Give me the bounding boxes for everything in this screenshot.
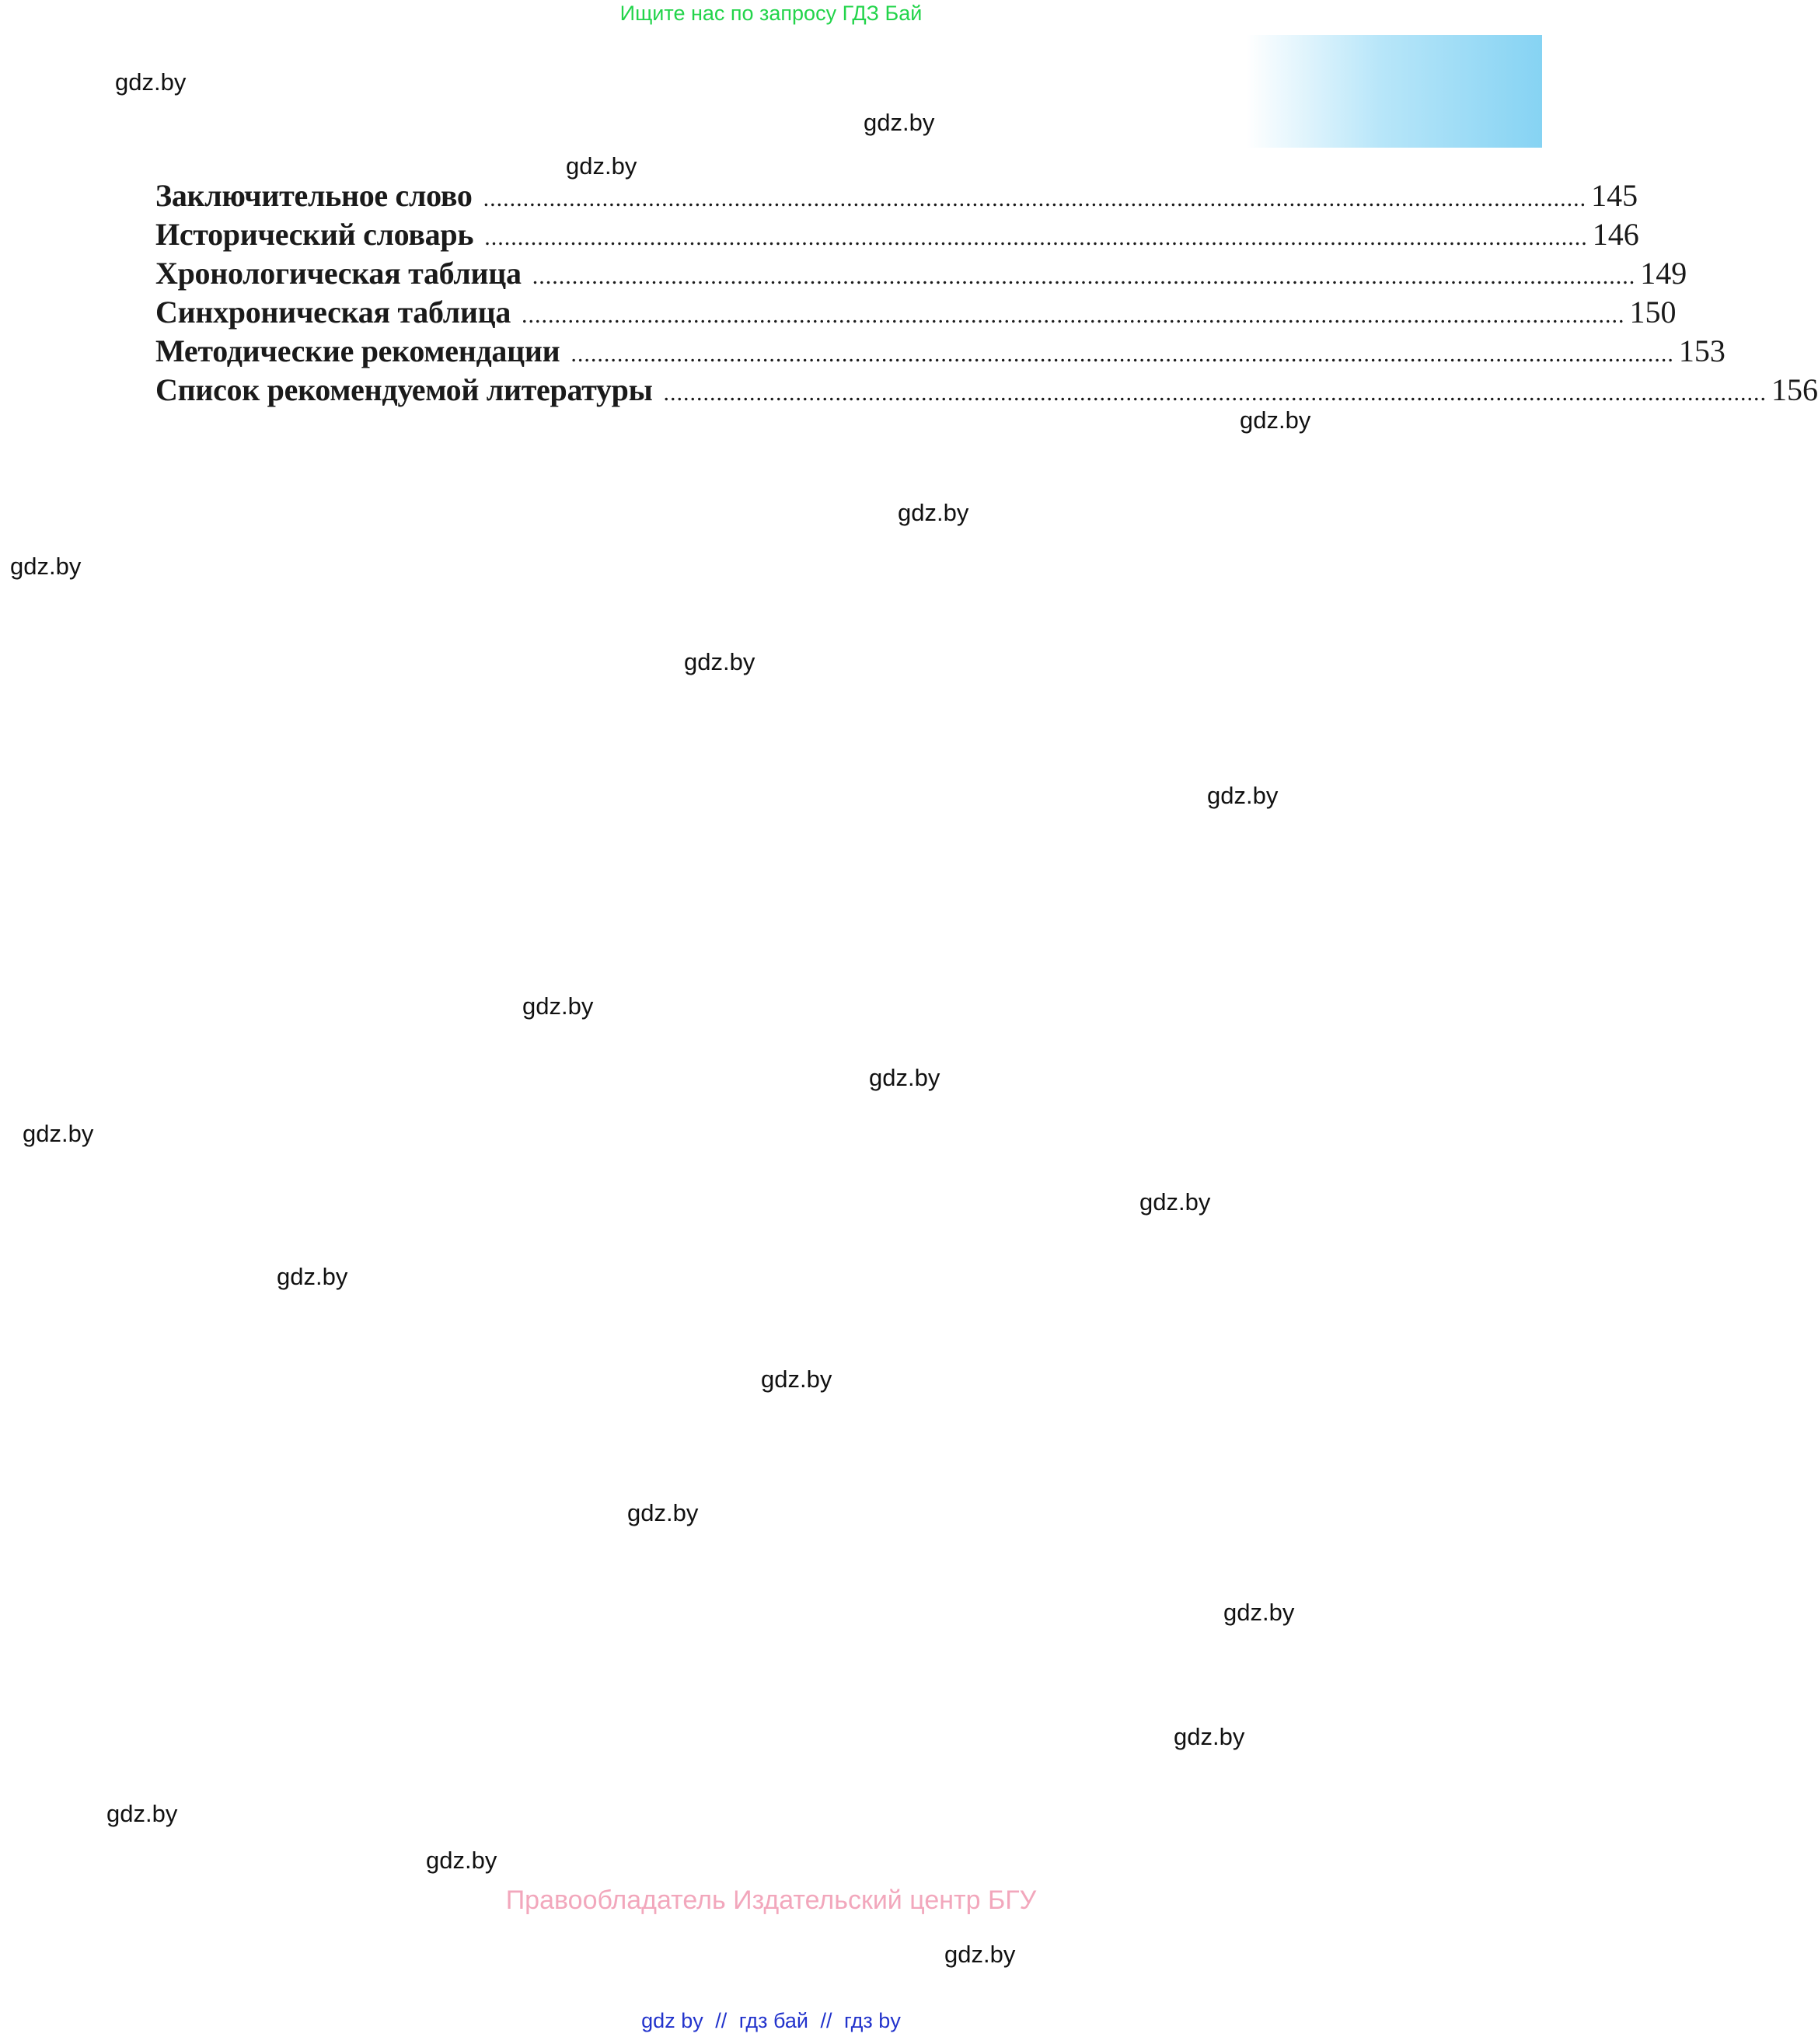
watermark-text: gdz.by [944, 1941, 1016, 1968]
table-of-contents [155, 177, 1818, 410]
toc-entry [155, 255, 1687, 294]
toc-entry-page: 146 [1592, 217, 1639, 252]
watermark-text: gdz.by [10, 553, 82, 580]
toc-entry-title: Заключительное слово [155, 178, 473, 213]
watermark-text: gdz.by [277, 1263, 348, 1290]
toc-entry-page: 149 [1640, 256, 1687, 291]
toc-leader-dots: ....................................................................................................................................................................... [483, 186, 1587, 211]
toc-entry [155, 177, 1638, 216]
watermark-text: gdz.by [1174, 1723, 1245, 1750]
watermark-text: gdz.by [761, 1366, 832, 1393]
footer-link-gdz-by[interactable]: gdz by [641, 2009, 703, 2032]
watermark-text: gdz.by [684, 648, 755, 675]
toc-entry-title: Хронологическая таблица [155, 256, 522, 291]
toc-entry-page: 150 [1629, 295, 1677, 330]
footer-link-gdz-bai[interactable]: гдз бай [738, 2009, 808, 2032]
toc-entry-title: Список рекомендуемой литературы [155, 372, 653, 407]
toc-entry [155, 216, 1639, 255]
corner-gradient-decoration [1247, 35, 1542, 148]
watermark-text: gdz.by [522, 992, 594, 1020]
toc-entry-page: 156 [1771, 372, 1818, 407]
toc-entry [155, 371, 1818, 410]
toc-entry-page: 153 [1678, 333, 1726, 368]
watermark-text: gdz.by [1240, 406, 1311, 434]
toc-leader-dots: ....................................................................................................................................................................... [571, 341, 1674, 367]
footer-separator: // [715, 2009, 728, 2032]
watermark-text: gdz.by [1139, 1188, 1211, 1216]
watermark-text: gdz.by [864, 109, 935, 136]
watermark-text: gdz.by [23, 1120, 94, 1147]
watermark-text: gdz.by [898, 499, 969, 526]
toc-entry [155, 294, 1677, 333]
footer-links [0, 2009, 1542, 2033]
watermark-text: gdz.by [627, 1499, 699, 1526]
toc-entry-title: Синхроническая таблица [155, 295, 511, 330]
toc-leader-dots: ....................................................................................................................................................................... [484, 225, 1588, 250]
toc-leader-dots: ....................................................................................................................................................................... [522, 302, 1625, 328]
search-banner: Ищите нас по запросу ГДЗ Бай [619, 2, 923, 25]
watermark-text: gdz.by [106, 1800, 178, 1827]
toc-leader-dots: ....................................................................................................................................................................... [663, 380, 1767, 406]
toc-entry [155, 333, 1726, 371]
watermark-text: gdz.by [1223, 1599, 1295, 1626]
watermark-text: gdz.by [426, 1847, 497, 1874]
toc-leader-dots: ....................................................................................................................................................................... [532, 263, 1636, 289]
toc-entry-title: Исторический словарь [155, 217, 474, 252]
watermark-text: gdz.by [115, 68, 187, 96]
watermark-text: gdz.by [566, 152, 637, 180]
copyright-notice: Правообладатель Издательский центр БГУ [505, 1885, 1037, 1915]
watermark-text: gdz.by [1207, 782, 1279, 809]
toc-entry-page: 145 [1591, 178, 1638, 213]
footer-separator: // [820, 2009, 832, 2032]
watermark-text: gdz.by [869, 1064, 940, 1091]
toc-entry-title: Методические рекомендации [155, 333, 560, 368]
footer-link-gdz-by-cyr[interactable]: гдз by [844, 2009, 901, 2032]
